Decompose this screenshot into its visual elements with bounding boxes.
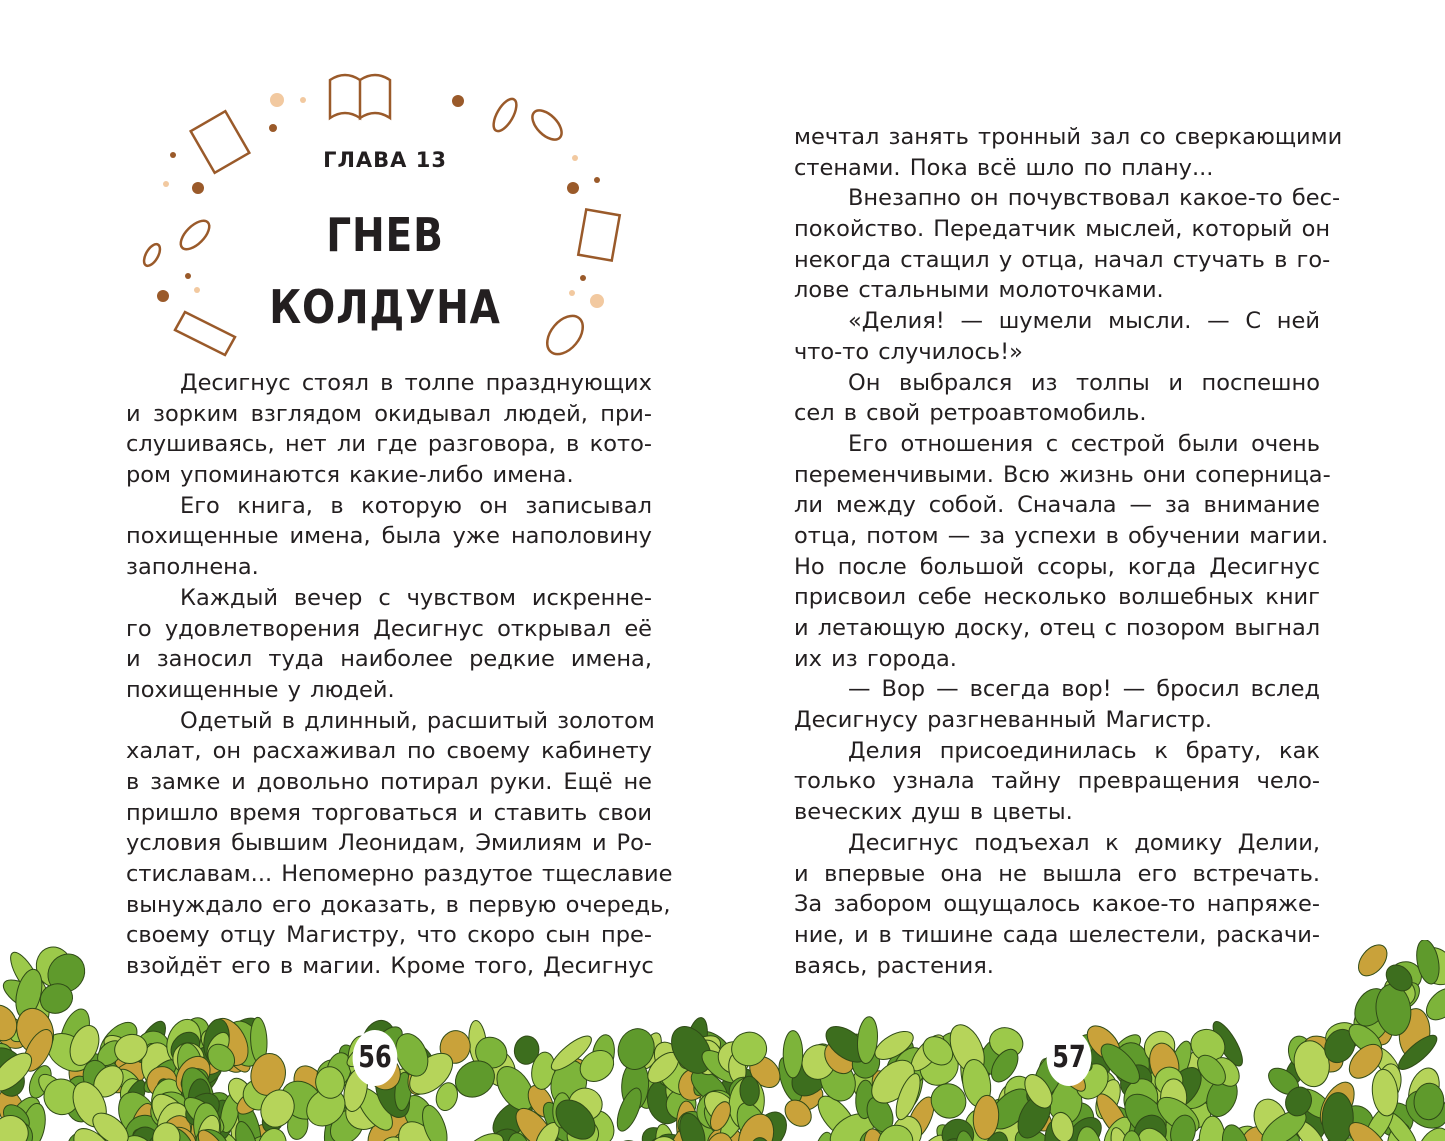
text-line: ваясь, растения.: [794, 952, 994, 979]
text-line: похищенные у людей.: [126, 676, 395, 703]
text-line: «Делия! — шумели мысли. — С ней: [848, 308, 1320, 335]
chapter-title-line2: КОЛДУНА: [269, 280, 501, 334]
text-line: стенами. Пока всё шло по плану...: [794, 154, 1214, 181]
text-line: Десигнус подъехал к домику Делии,: [848, 829, 1320, 856]
text-line: ли между собой. Сначала — за внимание: [794, 492, 1320, 519]
text-line: и зорким взглядом окидывал людей, при-: [126, 400, 652, 427]
text-line: отца, потом — за успехи в обучении магии.: [794, 522, 1329, 549]
left-page-text: [126, 368, 673, 982]
text-line: пришло время торговаться и ставить свои: [126, 799, 652, 826]
text-line: ние, и в тишине сада шелестели, раскачи-: [794, 921, 1320, 948]
leaf: [783, 1031, 803, 1078]
text-line: и летающую доску, отец с позором выгнал: [794, 615, 1321, 641]
text-line: веческих душ в цветы.: [794, 799, 1073, 826]
text-line: го удовлетворения Десигнус открывал её: [126, 615, 652, 642]
text-line: Но после большой ссоры, когда Десигнус: [794, 553, 1320, 580]
text-line: взойдёт его в магии. Кроме того, Десигнус: [126, 953, 654, 980]
text-line: переменчивыми. Всю жизнь они соперница-: [794, 461, 1331, 488]
chapter-title-line1: ГНЕВ: [326, 208, 444, 262]
text-line: мечтал занять тронный зал со сверкающими: [794, 124, 1343, 150]
text-line: сел в свой ретроавтомобиль.: [794, 400, 1147, 427]
text-line: Одетый в длинный, расшитый золотом: [180, 707, 655, 734]
text-line: некогда стащил у отца, начал стучать в го-: [794, 246, 1331, 273]
book-icon: [175, 312, 235, 355]
page-number-right: 57: [1047, 1030, 1092, 1086]
chapter-number: ГЛАВА 13: [323, 148, 447, 172]
text-line: только узнала тайну превращения чело-: [794, 768, 1320, 795]
text-line: Его книга, в которую он записывал: [180, 492, 652, 519]
text-line: стиславам... Непомерно раздутое тщеславие: [126, 861, 673, 887]
text-line: лове стальными молоточками.: [794, 277, 1164, 304]
page-number-left: 56: [353, 1030, 398, 1086]
text-line: их из города.: [794, 645, 957, 672]
text-line: Делия присоединилась к брату, как: [848, 737, 1320, 764]
paper-icon: [578, 209, 619, 260]
text-line: покойство. Передатчик мыслей, который он: [794, 216, 1331, 243]
text-line: похищенные имена, была уже наполовину: [126, 523, 652, 550]
text-line: Десигнус стоял в толпе празднующих: [180, 370, 652, 396]
text-line: слушиваясь, нет ли где разговора, в кото-: [126, 431, 652, 458]
text-line: в замке и довольно потирал руки. Ещё не: [126, 768, 652, 795]
text-line: За забором ощущалось какое-то напряже-: [794, 891, 1320, 918]
right-page-text: [794, 122, 1343, 981]
paper-icon: [191, 111, 250, 173]
text-line: условия бывшим Леонидам, Эмилиям и Ро-: [126, 830, 652, 857]
leaf: [612, 1085, 646, 1134]
text-line: Каждый вечер с чувством искренне-: [180, 584, 652, 611]
text-line: ром упоминаются какие-либо имена.: [126, 462, 574, 489]
text-line: и заносил туда наиболее редкие имена,: [126, 646, 652, 673]
text-line: присвоил себе несколько волшебных книг: [794, 584, 1320, 611]
text-line: заполнена.: [126, 554, 259, 581]
dots: [157, 95, 600, 302]
text-line: что-то случилось!»: [794, 338, 1023, 365]
text-line: Внезапно он почувствовал какое-то бес-: [848, 185, 1341, 212]
text-line: халат, он расхаживал по своему кабинету: [126, 738, 652, 765]
text-line: вынуждало его доказать, в первую очередь,: [126, 891, 671, 918]
text-line: и впервые она не вышла его встречать.: [794, 860, 1320, 887]
foliage-border: [0, 940, 1445, 1141]
text-line: Его отношения с сестрой были очень: [848, 430, 1320, 457]
text-line: Десигнусу разгневанный Магистр.: [794, 707, 1213, 734]
text-line: — Вор — всегда вор! — бросил вслед: [848, 676, 1320, 703]
open-book-icon: [330, 75, 390, 118]
text-line: Он выбрался из толпы и поспешно: [848, 369, 1320, 396]
text-line: своему отцу Магистру, что скоро сын пре-: [126, 922, 652, 949]
